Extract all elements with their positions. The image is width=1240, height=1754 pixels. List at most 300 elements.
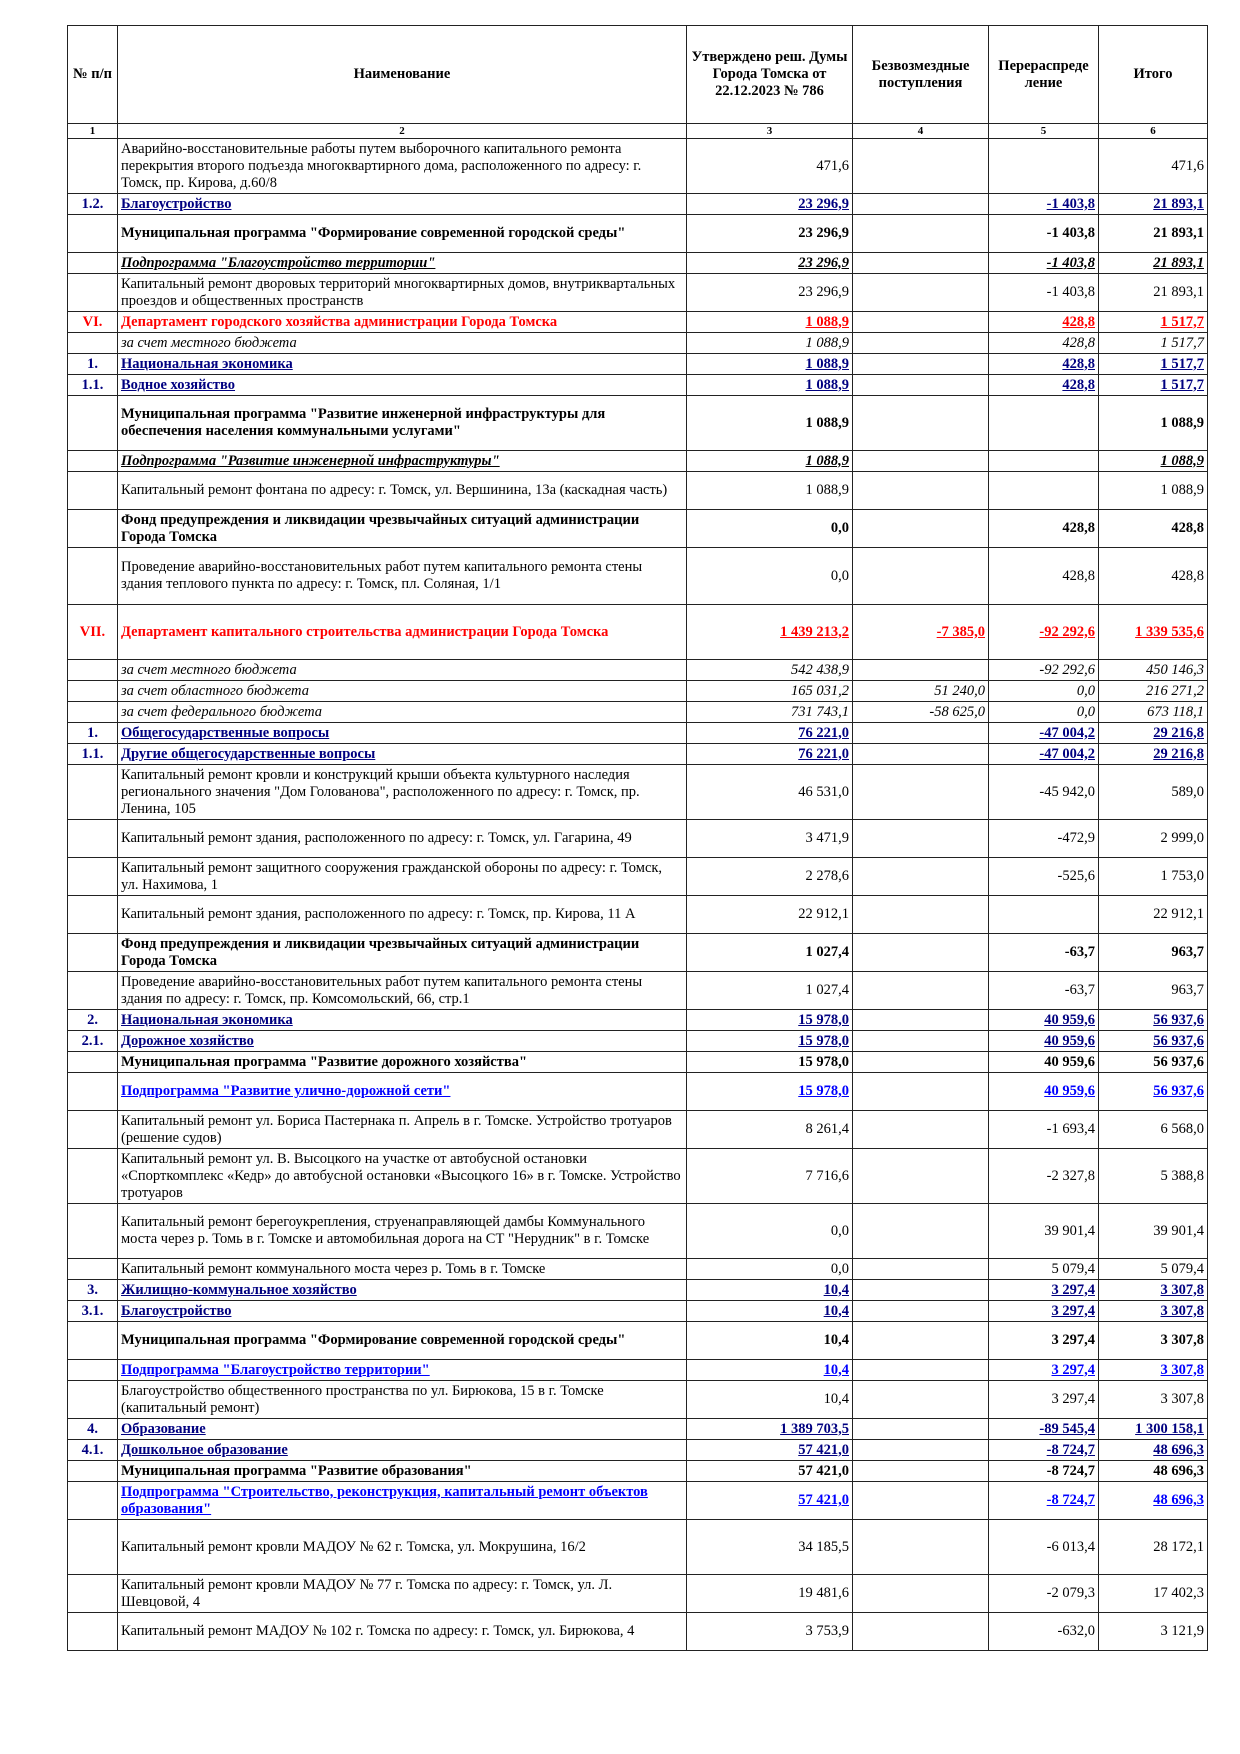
table-body bbox=[68, 139, 1208, 1651]
approved-value: 0,0 bbox=[687, 510, 853, 548]
redistribution-value: -63,7 bbox=[989, 972, 1099, 1010]
approved-value: 165 031,2 bbox=[687, 681, 853, 702]
grants-value bbox=[853, 548, 989, 605]
subprogram-row bbox=[68, 253, 1208, 274]
approved-value: 7 716,6 bbox=[687, 1149, 853, 1204]
redistribution-value: 40 959,6 bbox=[989, 1073, 1099, 1111]
grants-value bbox=[853, 1031, 989, 1052]
total-value: 2 999,0 bbox=[1099, 820, 1208, 858]
redistribution-value bbox=[989, 472, 1099, 510]
total-value: 471,6 bbox=[1099, 139, 1208, 194]
row-name: Благоустройство общественного пространства по ул. Бирюкова, 15 в г. Томске (капитальный ремонт) bbox=[118, 1381, 687, 1419]
redistribution-value: 428,8 bbox=[989, 354, 1099, 375]
subprogram-row bbox=[68, 1482, 1208, 1520]
grants-value bbox=[853, 1010, 989, 1031]
subprogram-row bbox=[68, 1073, 1208, 1111]
row-name: Капитальный ремонт здания, расположенного по адресу: г. Томск, пр. Кирова, 11 А bbox=[118, 896, 687, 934]
grants-value bbox=[853, 354, 989, 375]
department-row bbox=[68, 605, 1208, 660]
total-value: 3 307,8 bbox=[1099, 1381, 1208, 1419]
grants-value bbox=[853, 1149, 989, 1204]
row-name: Муниципальная программа "Формирование современной городской среды" bbox=[118, 1322, 687, 1360]
row-number bbox=[68, 333, 118, 354]
row-name: Капитальный ремонт берегоукрепления, струенаправляющей дамбы Коммунального моста через р. Томь в г. Томске и автомобильная дорога на СТ "Нерудник" в г. Томске bbox=[118, 1204, 687, 1259]
row-number bbox=[68, 1461, 118, 1482]
approved-value: 2 278,6 bbox=[687, 858, 853, 896]
row-number bbox=[68, 972, 118, 1010]
row-name: Капитальный ремонт здания, расположенного по адресу: г. Томск, ул. Гагарина, 49 bbox=[118, 820, 687, 858]
total-value: 3 307,8 bbox=[1099, 1322, 1208, 1360]
row-name: Водное хозяйство bbox=[118, 375, 687, 396]
redistribution-value: 0,0 bbox=[989, 681, 1099, 702]
row-name: Другие общегосударственные вопросы bbox=[118, 744, 687, 765]
redistribution-value: -1 693,4 bbox=[989, 1111, 1099, 1149]
row-number bbox=[68, 215, 118, 253]
item-row bbox=[68, 1575, 1208, 1613]
row-name: Муниципальная программа "Формирование современной городской среды" bbox=[118, 215, 687, 253]
approved-value: 1 439 213,2 bbox=[687, 605, 853, 660]
row-name: за счет местного бюджета bbox=[118, 660, 687, 681]
row-number bbox=[68, 820, 118, 858]
grants-value bbox=[853, 1575, 989, 1613]
row-name: Дорожное хозяйство bbox=[118, 1031, 687, 1052]
row-number: 1.1. bbox=[68, 744, 118, 765]
total-value: 3 307,8 bbox=[1099, 1360, 1208, 1381]
grants-value bbox=[853, 934, 989, 972]
row-name: Капитальный ремонт коммунального моста через р. Томь в г. Томске bbox=[118, 1259, 687, 1280]
redistribution-value: 5 079,4 bbox=[989, 1259, 1099, 1280]
approved-value: 1 027,4 bbox=[687, 972, 853, 1010]
row-name: Капитальный ремонт кровли и конструкций крыши объекта культурного наследия регионального значения "Дом Голованова", расположенного по адресу: г. Томск, пр. Ленина, 105 bbox=[118, 765, 687, 820]
redistribution-value: -45 942,0 bbox=[989, 765, 1099, 820]
redistribution-value: 428,8 bbox=[989, 333, 1099, 354]
row-number: 2. bbox=[68, 1010, 118, 1031]
row-number: 1. bbox=[68, 354, 118, 375]
row-name: Подпрограмма "Развитие улично-дорожной сети" bbox=[118, 1073, 687, 1111]
grants-value: 51 240,0 bbox=[853, 681, 989, 702]
redistribution-value: -472,9 bbox=[989, 820, 1099, 858]
approved-value: 3 471,9 bbox=[687, 820, 853, 858]
total-value: 3 121,9 bbox=[1099, 1613, 1208, 1651]
total-value: 5 079,4 bbox=[1099, 1259, 1208, 1280]
grants-value bbox=[853, 274, 989, 312]
approved-value: 34 185,5 bbox=[687, 1520, 853, 1575]
approved-value: 10,4 bbox=[687, 1301, 853, 1322]
redistribution-value: 39 901,4 bbox=[989, 1204, 1099, 1259]
row-number bbox=[68, 472, 118, 510]
total-value: 1 088,9 bbox=[1099, 396, 1208, 451]
row-number bbox=[68, 702, 118, 723]
row-number: 3.1. bbox=[68, 1301, 118, 1322]
approved-value: 15 978,0 bbox=[687, 1031, 853, 1052]
program-row bbox=[68, 215, 1208, 253]
item-row bbox=[68, 1149, 1208, 1204]
item-row bbox=[68, 139, 1208, 194]
item-row bbox=[68, 858, 1208, 896]
approved-value: 57 421,0 bbox=[687, 1482, 853, 1520]
row-name: Департамент городского хозяйства администрации Города Томска bbox=[118, 312, 687, 333]
row-number: 3. bbox=[68, 1280, 118, 1301]
redistribution-value bbox=[989, 396, 1099, 451]
approved-value: 15 978,0 bbox=[687, 1010, 853, 1031]
row-number bbox=[68, 1052, 118, 1073]
approved-value: 1 088,9 bbox=[687, 312, 853, 333]
column-number: 1 bbox=[68, 124, 118, 139]
total-value: 21 893,1 bbox=[1099, 194, 1208, 215]
row-number bbox=[68, 934, 118, 972]
funding-source-row bbox=[68, 681, 1208, 702]
grants-value bbox=[853, 858, 989, 896]
grants-value bbox=[853, 1613, 989, 1651]
total-value: 1 753,0 bbox=[1099, 858, 1208, 896]
item-row bbox=[68, 472, 1208, 510]
grants-value bbox=[853, 1301, 989, 1322]
section-row bbox=[68, 1031, 1208, 1052]
row-number bbox=[68, 858, 118, 896]
row-name: Подпрограмма "Благоустройство территории" bbox=[118, 1360, 687, 1381]
row-number bbox=[68, 1613, 118, 1651]
row-name: Национальная экономика bbox=[118, 1010, 687, 1031]
grants-value bbox=[853, 333, 989, 354]
redistribution-value: -63,7 bbox=[989, 934, 1099, 972]
item-row bbox=[68, 820, 1208, 858]
redistribution-value: -47 004,2 bbox=[989, 744, 1099, 765]
row-name: Благоустройство bbox=[118, 194, 687, 215]
total-value: 21 893,1 bbox=[1099, 253, 1208, 274]
funding-source-row bbox=[68, 660, 1208, 681]
total-value: 1 517,7 bbox=[1099, 354, 1208, 375]
grants-value bbox=[853, 1482, 989, 1520]
grants-value bbox=[853, 215, 989, 253]
total-value: 29 216,8 bbox=[1099, 744, 1208, 765]
approved-value: 15 978,0 bbox=[687, 1073, 853, 1111]
row-number bbox=[68, 660, 118, 681]
item-row bbox=[68, 1111, 1208, 1149]
row-number bbox=[68, 396, 118, 451]
row-number: 2.1. bbox=[68, 1031, 118, 1052]
redistribution-value: -92 292,6 bbox=[989, 605, 1099, 660]
redistribution-value bbox=[989, 896, 1099, 934]
approved-value: 1 088,9 bbox=[687, 333, 853, 354]
item-row bbox=[68, 972, 1208, 1010]
row-number bbox=[68, 274, 118, 312]
total-value: 56 937,6 bbox=[1099, 1073, 1208, 1111]
subprogram-row bbox=[68, 1360, 1208, 1381]
column-numbers-row bbox=[68, 124, 1208, 139]
approved-value: 1 088,9 bbox=[687, 472, 853, 510]
row-number: 1.1. bbox=[68, 375, 118, 396]
grants-value bbox=[853, 765, 989, 820]
redistribution-value: -8 724,7 bbox=[989, 1440, 1099, 1461]
row-name: Национальная экономика bbox=[118, 354, 687, 375]
approved-value: 10,4 bbox=[687, 1360, 853, 1381]
approved-value: 46 531,0 bbox=[687, 765, 853, 820]
row-name: Образование bbox=[118, 1419, 687, 1440]
total-value: 450 146,3 bbox=[1099, 660, 1208, 681]
total-value: 56 937,6 bbox=[1099, 1052, 1208, 1073]
approved-value: 542 438,9 bbox=[687, 660, 853, 681]
row-number: VII. bbox=[68, 605, 118, 660]
grants-value: -58 625,0 bbox=[853, 702, 989, 723]
approved-value: 1 027,4 bbox=[687, 934, 853, 972]
row-number bbox=[68, 1482, 118, 1520]
total-value: 56 937,6 bbox=[1099, 1031, 1208, 1052]
redistribution-value: 3 297,4 bbox=[989, 1322, 1099, 1360]
grants-value bbox=[853, 1073, 989, 1111]
approved-value: 23 296,9 bbox=[687, 274, 853, 312]
approved-value: 10,4 bbox=[687, 1322, 853, 1360]
column-number: 4 bbox=[853, 124, 989, 139]
program-row bbox=[68, 396, 1208, 451]
row-number bbox=[68, 896, 118, 934]
total-value: 589,0 bbox=[1099, 765, 1208, 820]
program-row bbox=[68, 1322, 1208, 1360]
grants-value bbox=[853, 1322, 989, 1360]
redistribution-value: -2 327,8 bbox=[989, 1149, 1099, 1204]
redistribution-value: -6 013,4 bbox=[989, 1520, 1099, 1575]
total-value: 1 339 535,6 bbox=[1099, 605, 1208, 660]
column-number: 6 bbox=[1099, 124, 1208, 139]
grants-value bbox=[853, 1204, 989, 1259]
row-name: Капитальный ремонт кровли МАДОУ № 62 г. Томска, ул. Мокрушина, 16/2 bbox=[118, 1520, 687, 1575]
row-name: Дошкольное образование bbox=[118, 1440, 687, 1461]
redistribution-value: 3 297,4 bbox=[989, 1301, 1099, 1322]
row-number: 4.1. bbox=[68, 1440, 118, 1461]
total-value: 3 307,8 bbox=[1099, 1301, 1208, 1322]
total-value: 673 118,1 bbox=[1099, 702, 1208, 723]
approved-value: 22 912,1 bbox=[687, 896, 853, 934]
total-value: 1 300 158,1 bbox=[1099, 1419, 1208, 1440]
grants-value bbox=[853, 1360, 989, 1381]
table-header-row bbox=[68, 26, 1208, 124]
total-value: 56 937,6 bbox=[1099, 1010, 1208, 1031]
row-number: 4. bbox=[68, 1419, 118, 1440]
row-number bbox=[68, 1259, 118, 1280]
row-name: Благоустройство bbox=[118, 1301, 687, 1322]
department-row bbox=[68, 312, 1208, 333]
row-number bbox=[68, 548, 118, 605]
row-name: Капитальный ремонт защитного сооружения гражданской обороны по адресу: г. Томск, ул. Нахимова, 1 bbox=[118, 858, 687, 896]
total-value: 21 893,1 bbox=[1099, 215, 1208, 253]
grants-value bbox=[853, 896, 989, 934]
total-value: 1 517,7 bbox=[1099, 333, 1208, 354]
row-name: Проведение аварийно-восстановительных работ путем капитального ремонта стены здания по адресу: г. Томск, пр. Комсомольский, 66, стр.1 bbox=[118, 972, 687, 1010]
approved-value: 3 753,9 bbox=[687, 1613, 853, 1651]
redistribution-value: 3 297,4 bbox=[989, 1360, 1099, 1381]
grants-value bbox=[853, 1440, 989, 1461]
row-number: 1.2. bbox=[68, 194, 118, 215]
row-number bbox=[68, 253, 118, 274]
total-value: 22 912,1 bbox=[1099, 896, 1208, 934]
redistribution-value: -47 004,2 bbox=[989, 723, 1099, 744]
approved-value: 1 088,9 bbox=[687, 354, 853, 375]
row-number bbox=[68, 451, 118, 472]
redistribution-value: -2 079,3 bbox=[989, 1575, 1099, 1613]
row-name: Департамент капитального строительства администрации Города Томска bbox=[118, 605, 687, 660]
grants-value bbox=[853, 820, 989, 858]
redistribution-value: 40 959,6 bbox=[989, 1052, 1099, 1073]
total-value: 1 088,9 bbox=[1099, 472, 1208, 510]
row-number bbox=[68, 1073, 118, 1111]
section-row bbox=[68, 354, 1208, 375]
section-row bbox=[68, 1010, 1208, 1031]
section-row bbox=[68, 723, 1208, 744]
row-number bbox=[68, 1360, 118, 1381]
section-row bbox=[68, 1301, 1208, 1322]
approved-value: 23 296,9 bbox=[687, 215, 853, 253]
total-value: 17 402,3 bbox=[1099, 1575, 1208, 1613]
section-row bbox=[68, 194, 1208, 215]
redistribution-value: -89 545,4 bbox=[989, 1419, 1099, 1440]
total-value: 1 517,7 bbox=[1099, 375, 1208, 396]
grants-value bbox=[853, 660, 989, 681]
grants-value bbox=[853, 253, 989, 274]
grants-value bbox=[853, 472, 989, 510]
header-grants: Безвозмездные поступления bbox=[853, 26, 989, 124]
row-name: Подпрограмма "Благоустройство территории" bbox=[118, 253, 687, 274]
approved-value: 8 261,4 bbox=[687, 1111, 853, 1149]
total-value: 428,8 bbox=[1099, 510, 1208, 548]
redistribution-value: -632,0 bbox=[989, 1613, 1099, 1651]
approved-value: 23 296,9 bbox=[687, 194, 853, 215]
total-value: 48 696,3 bbox=[1099, 1482, 1208, 1520]
grants-value: -7 385,0 bbox=[853, 605, 989, 660]
redistribution-value: 428,8 bbox=[989, 312, 1099, 333]
total-value: 48 696,3 bbox=[1099, 1461, 1208, 1482]
approved-value: 76 221,0 bbox=[687, 723, 853, 744]
row-name: Аварийно-восстановительные работы путем выборочного капитального ремонта перекрытия второго подъезда многоквартирного дома, расположенного по адресу: г. Томск, пр. Кирова, д.60/8 bbox=[118, 139, 687, 194]
item-row bbox=[68, 1381, 1208, 1419]
item-row bbox=[68, 1613, 1208, 1651]
row-number bbox=[68, 139, 118, 194]
approved-value: 10,4 bbox=[687, 1381, 853, 1419]
grants-value bbox=[853, 1520, 989, 1575]
grants-value bbox=[853, 451, 989, 472]
budget-table bbox=[67, 25, 1208, 1651]
grants-value bbox=[853, 1111, 989, 1149]
row-number bbox=[68, 1520, 118, 1575]
row-number bbox=[68, 1575, 118, 1613]
redistribution-value bbox=[989, 451, 1099, 472]
header-name: Наименование bbox=[118, 26, 687, 124]
redistribution-value: -1 403,8 bbox=[989, 215, 1099, 253]
redistribution-value: 0,0 bbox=[989, 702, 1099, 723]
section-row bbox=[68, 1440, 1208, 1461]
item-row bbox=[68, 765, 1208, 820]
redistribution-value: 428,8 bbox=[989, 510, 1099, 548]
redistribution-value: 40 959,6 bbox=[989, 1010, 1099, 1031]
section-row bbox=[68, 1419, 1208, 1440]
redistribution-value: -8 724,7 bbox=[989, 1482, 1099, 1520]
grants-value bbox=[853, 194, 989, 215]
column-number: 5 bbox=[989, 124, 1099, 139]
header-total: Итого bbox=[1099, 26, 1208, 124]
row-number bbox=[68, 765, 118, 820]
total-value: 48 696,3 bbox=[1099, 1440, 1208, 1461]
row-name: Подпрограмма "Развитие инженерной инфраструктуры" bbox=[118, 451, 687, 472]
column-number: 2 bbox=[118, 124, 687, 139]
redistribution-value: 428,8 bbox=[989, 548, 1099, 605]
redistribution-value: 40 959,6 bbox=[989, 1031, 1099, 1052]
approved-value: 57 421,0 bbox=[687, 1461, 853, 1482]
row-number bbox=[68, 1149, 118, 1204]
item-row bbox=[68, 274, 1208, 312]
grants-value bbox=[853, 375, 989, 396]
funding-source-row bbox=[68, 333, 1208, 354]
header-redistribution: Перераспреде ление bbox=[989, 26, 1099, 124]
row-name: Капитальный ремонт дворовых территорий многоквартирных домов, внутриквартальных проездов и общественных пространств bbox=[118, 274, 687, 312]
redistribution-value: 3 297,4 bbox=[989, 1280, 1099, 1301]
approved-value: 57 421,0 bbox=[687, 1440, 853, 1461]
redistribution-value bbox=[989, 139, 1099, 194]
row-number bbox=[68, 1204, 118, 1259]
row-number bbox=[68, 681, 118, 702]
row-name: за счет федерального бюджета bbox=[118, 702, 687, 723]
fund-row bbox=[68, 934, 1208, 972]
approved-value: 471,6 bbox=[687, 139, 853, 194]
total-value: 39 901,4 bbox=[1099, 1204, 1208, 1259]
approved-value: 76 221,0 bbox=[687, 744, 853, 765]
item-row bbox=[68, 1204, 1208, 1259]
header-number: № п/п bbox=[68, 26, 118, 124]
grants-value bbox=[853, 744, 989, 765]
row-name: за счет местного бюджета bbox=[118, 333, 687, 354]
row-name: Проведение аварийно-восстановительных работ путем капитального ремонта стены здания теплового пункта по адресу: г. Томск, пл. Соляная, 1/1 bbox=[118, 548, 687, 605]
total-value: 963,7 bbox=[1099, 972, 1208, 1010]
row-name: Общегосударственные вопросы bbox=[118, 723, 687, 744]
program-row bbox=[68, 1052, 1208, 1073]
redistribution-value: -1 403,8 bbox=[989, 274, 1099, 312]
total-value: 28 172,1 bbox=[1099, 1520, 1208, 1575]
redistribution-value: -525,6 bbox=[989, 858, 1099, 896]
program-row bbox=[68, 1461, 1208, 1482]
redistribution-value: -92 292,6 bbox=[989, 660, 1099, 681]
row-name: Жилищно-коммунальное хозяйство bbox=[118, 1280, 687, 1301]
row-number bbox=[68, 1322, 118, 1360]
grants-value bbox=[853, 1280, 989, 1301]
row-number: VI. bbox=[68, 312, 118, 333]
redistribution-value: -1 403,8 bbox=[989, 253, 1099, 274]
total-value: 21 893,1 bbox=[1099, 274, 1208, 312]
total-value: 29 216,8 bbox=[1099, 723, 1208, 744]
grants-value bbox=[853, 139, 989, 194]
approved-value: 1 088,9 bbox=[687, 451, 853, 472]
fund-row bbox=[68, 510, 1208, 548]
section-row bbox=[68, 744, 1208, 765]
grants-value bbox=[853, 723, 989, 744]
row-name: Подпрограмма "Строительство, реконструкция, капитальный ремонт объектов образования" bbox=[118, 1482, 687, 1520]
row-number bbox=[68, 1381, 118, 1419]
item-row bbox=[68, 1259, 1208, 1280]
item-row bbox=[68, 548, 1208, 605]
row-number bbox=[68, 510, 118, 548]
row-name: Капитальный ремонт фонтана по адресу: г. Томск, ул. Вершинина, 13а (каскадная часть) bbox=[118, 472, 687, 510]
total-value: 6 568,0 bbox=[1099, 1111, 1208, 1149]
total-value: 1 517,7 bbox=[1099, 312, 1208, 333]
approved-value: 19 481,6 bbox=[687, 1575, 853, 1613]
row-name: Муниципальная программа "Развитие дорожного хозяйства" bbox=[118, 1052, 687, 1073]
subprogram-row bbox=[68, 451, 1208, 472]
approved-value: 1 389 703,5 bbox=[687, 1419, 853, 1440]
approved-value: 1 088,9 bbox=[687, 375, 853, 396]
total-value: 428,8 bbox=[1099, 548, 1208, 605]
row-name: Муниципальная программа "Развитие инженерной инфраструктуры для обеспечения населения коммунальными услугами" bbox=[118, 396, 687, 451]
section-row bbox=[68, 1280, 1208, 1301]
row-name: Фонд предупреждения и ликвидации чрезвычайных ситуаций администрации Города Томска bbox=[118, 510, 687, 548]
grants-value bbox=[853, 1052, 989, 1073]
section-row bbox=[68, 375, 1208, 396]
funding-source-row bbox=[68, 702, 1208, 723]
